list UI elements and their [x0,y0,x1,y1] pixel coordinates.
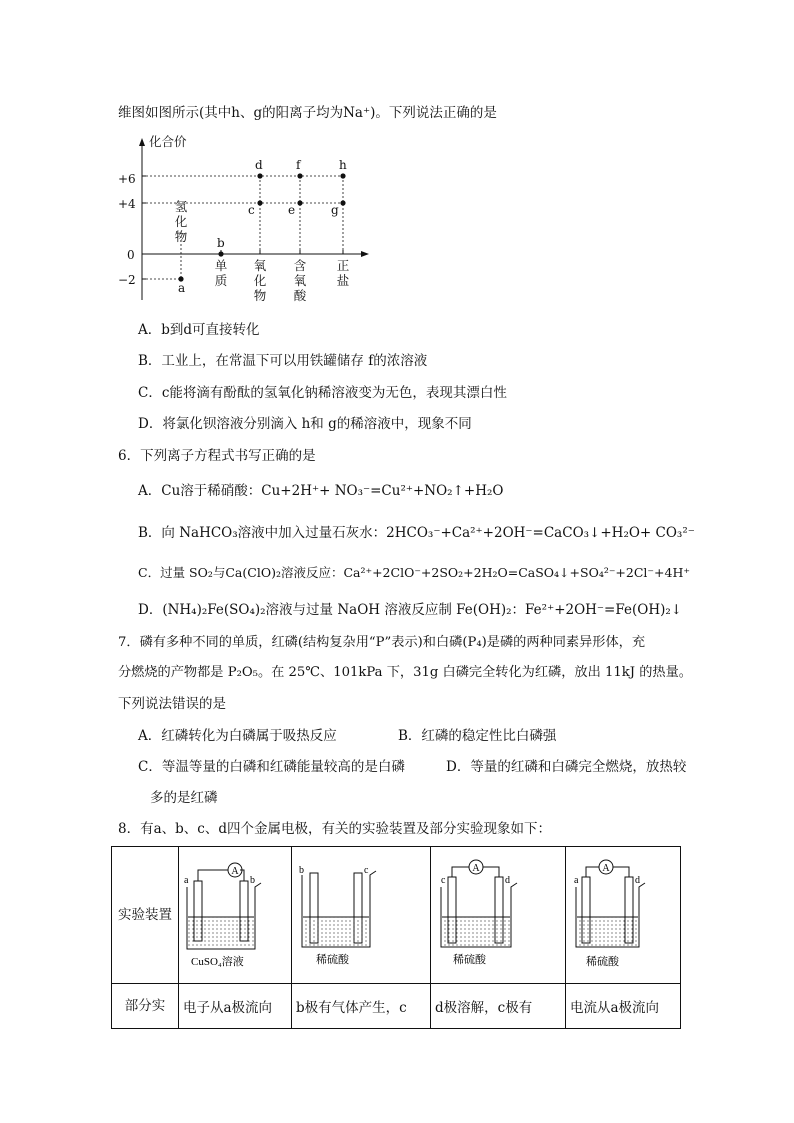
q6-option-c[interactable]: C．过量 SO₂与Ca(ClO)₂溶液反应：Ca²⁺+2ClO⁻+2SO₂+2H₂O=CaSO₄↓+SO₄²⁻+2Cl⁻+4H⁺ [138,565,690,580]
solution-label-3: 稀硫酸 [453,953,486,966]
cat-oxide-3: 物 [253,288,267,302]
apparatus-2 [292,847,431,984]
observation-1 [179,984,292,1029]
electrode-a-label: a [184,875,189,886]
q6-option-b[interactable]: B．向 NaHCO₃溶液中加入过量石灰水：2HCO₃⁻+Ca²⁺+2OH⁻=CaCO₃↓+H₂O+ CO₃²⁻ [138,525,695,541]
cat-oxide-1: 氧 [253,258,267,273]
point-d [257,173,262,178]
valence-diagram [115,132,375,302]
ammeter-label-1: A [231,866,239,877]
q7-line-3: 下列说法错误的是 [118,696,226,712]
cat-hydride-2: 化 [174,214,188,229]
q8-stem: 8．有a、b、c、d四个金属电极，有关的实验装置及部分实验现象如下： [118,821,551,837]
solution-label-2: 稀硫酸 [316,953,349,966]
observation-3 [431,984,566,1029]
row-label-observation [112,984,179,1029]
tick-zero: 0 [127,248,135,262]
q7-line-2: 分燃烧的产物都是 P₂O₅。在 25℃、101kPa 下，31g 白磷完全转化为红磷，放出 11kJ 的热量。 [118,665,692,680]
cat-oxide-2: 化 [253,273,267,288]
q7-option-d[interactable]: D．等量的红磷和白磷完全燃烧，放热较 [446,759,687,775]
y-axis-label: 化合价 [149,134,187,149]
ammeter-label-4: A [602,863,610,874]
electrode-d4-label: d [635,875,640,886]
observation-2-text: b极有气体产生，c [296,1000,407,1016]
label-a: a [178,281,186,295]
q5-option-d[interactable]: D．将氯化钡溶液分别滴入 h和 g的稀溶液中，现象不同 [138,416,472,432]
cat-salt-2: 盐 [336,273,350,288]
q5-option-c[interactable]: C．c能将滴有酚酞的氢氧化钠稀溶液变为无色，表现其漂白性 [138,385,507,401]
electrode-a4-label: a [574,875,579,886]
q6-stem: 6．下列离子方程式书写正确的是 [118,448,316,464]
cat-acid-2: 氧 [293,273,307,288]
cat-acid-1: 含 [293,258,307,273]
label-d: d [255,158,263,172]
label-h: h [339,158,347,172]
cat-hydride-3: 物 [174,229,188,244]
q6-option-a[interactable]: A．Cu溶于稀硝酸：Cu+2H⁺+ NO₃⁻=Cu²⁺+NO₂↑+H₂O [138,483,504,499]
label-c: c [248,203,255,217]
electrode-b-label: b [250,875,255,886]
q7-option-a[interactable]: A．红磷转化为白磷属于吸热反应 [138,728,337,744]
q7-line-1: 7．磷有多种不同的单质，红磷(结构复杂用“P”表示)和白磷(P₄)是磷的两种同素异形体，充 [118,635,646,650]
point-h [340,173,345,178]
electrode-d3-label: d [505,875,510,886]
tick-plus4: +4 [118,197,136,211]
solution-label-4: 稀硫酸 [586,955,619,968]
cat-elem-2: 质 [214,273,228,288]
point-e [297,200,302,205]
apparatus-3 [431,847,566,984]
q6-option-d[interactable]: D．(NH₄)₂Fe(SO₄)₂溶液与过量 NaOH 溶液反应制 Fe(OH)₂：Fe²⁺+2OH⁻=Fe(OH)₂↓ [138,602,683,618]
row-label-apparatus [112,847,179,984]
point-b [218,251,223,256]
label-g: g [331,203,339,217]
electrode-c2-label: c [364,865,369,876]
row-label-observation-text: 部分实 [124,998,166,1014]
observation-4-text: 电流从a极流向 [570,1000,660,1016]
row-label-apparatus-text: 实验装置 [118,907,172,923]
electrode-b2-label: b [299,865,304,876]
electrode-c3-label: c [441,875,446,886]
q5-intro: 维图如图所示(其中h、g的阳离子均为Na⁺)。下列说法正确的是 [118,105,497,121]
point-g [340,200,345,205]
observation-2 [292,984,431,1029]
experiment-table [111,846,681,1029]
label-f: f [296,158,301,172]
label-e: e [288,203,296,217]
point-f [297,173,302,178]
q5-option-a[interactable]: A．b到d可直接转化 [138,322,260,338]
point-c [257,200,262,205]
observation-1-text: 电子从a极流向 [183,1000,273,1016]
observation-4 [566,984,681,1029]
tick-plus6: +6 [118,172,136,186]
q7-option-d-cont: 多的是红磷 [150,790,218,806]
observation-3-text: d极溶解，c极有 [435,1000,533,1016]
q7-option-c[interactable]: C．等温等量的白磷和红磷能量较高的是白磷 [138,759,405,775]
tick-minus2: −2 [118,273,136,287]
label-b: b [217,236,225,250]
cat-elem-1: 单 [214,258,228,273]
q7-option-b[interactable]: B．红磷的稳定性比白磷强 [398,728,557,744]
cat-acid-3: 酸 [293,288,307,302]
cat-hydride-1: 氢 [174,199,188,214]
ammeter-label-3: A [472,863,480,874]
solution-label-1: CuSO₄溶液 [191,956,244,968]
apparatus-1 [179,847,292,984]
cat-salt-1: 正 [336,258,350,273]
q5-option-b[interactable]: B．工业上，在常温下可以用铁罐储存 f的浓溶液 [138,353,428,369]
apparatus-4 [566,847,681,984]
